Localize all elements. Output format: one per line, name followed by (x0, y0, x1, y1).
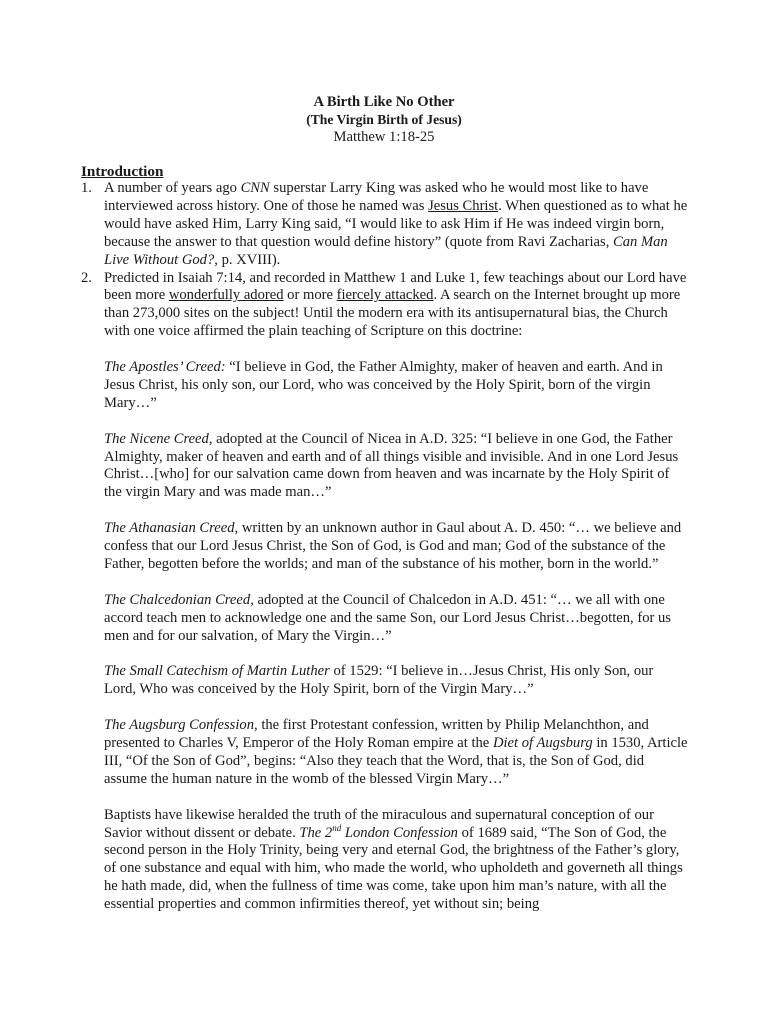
text-run: . When questioned as to what he would have asked Him, Larry King said, “I would like to ask Him if He was indeed virgin born, because the answer to that question would define history” (quote from Ravi Zacharias, (104, 197, 688, 250)
creed-name: The Athanasian Creed (104, 520, 235, 537)
list-item-1 (81, 180, 688, 270)
text-run: or more (283, 287, 337, 304)
introduction-list (81, 180, 688, 914)
augsburg-paragraph (104, 717, 688, 789)
text-run: in 1530, Article III, “Of the Son of God”, begins: “Also they teach that the Word, that is, the Son of God, did assume the human nature in the womb of the blessed Virgin Mary…” (104, 735, 688, 787)
creed-text: , adopted at the Council of Chalcedon in A.D. 451: “… we all with one accord teach men to acknowledge one and the same Son, our Lord Jesus Christ…begotten, for us men and for our salvation, of Mary the Virgin…” (104, 591, 671, 644)
confession-name (299, 822, 458, 841)
creed-name: The Apostles’ Creed: (104, 359, 226, 376)
creed-paragraph (104, 359, 688, 413)
section-heading-introduction: Introduction (81, 163, 164, 180)
text-run-italic: The 2 (299, 824, 333, 841)
text-run-underlined: Jesus Christ (428, 197, 499, 214)
creed-name: The Chalcedonian Creed (104, 591, 251, 608)
baptists-paragraph (104, 807, 688, 914)
scripture-reference: Matthew 1:18-25 (333, 129, 435, 145)
text-run-underlined: fiercely attacked (336, 287, 434, 304)
creed-name: The Augsburg Confession (104, 717, 255, 734)
sermon-title: A Birth Like No Other (313, 94, 455, 110)
text-run: A number of years ago (104, 180, 241, 196)
text-run: , the first Protestant confession, written by Philip Melanchthon, and presented to Charles V, Emperor of the Holy Roman empire at the (104, 717, 649, 751)
text-run: Baptists have likewise heralded the truth of the miraculous and supernatural conception of our Savior without dissent or debate. (104, 806, 654, 841)
creed-text: of 1529: “I believe in…Jesus Christ, His only Son, our Lord, Who was conceived by the Holy Spirit, born of the Virgin Mary…” (104, 663, 654, 698)
text-run: . A search on the Internet brought up more than 273,000 sites on the subject! Until the modern era with its antisupernatural bias, the Church with one voice affirmed the plain teaching of Scripture on this doctrine: (104, 287, 681, 340)
text-run-italic: CNN (240, 180, 270, 196)
text-run: superstar Larry King was asked who he would most like to have interviewed across history. One of those he named was (104, 180, 649, 214)
creed-paragraph (104, 520, 688, 574)
list-item-2 (81, 270, 688, 915)
creed-paragraph (104, 592, 688, 646)
creed-name: The Nicene Creed (104, 430, 209, 447)
sermon-subtitle: (The Virgin Birth of Jesus) (306, 112, 462, 127)
text-run-underlined: wonderfully adored (168, 287, 284, 304)
creed-paragraph (104, 431, 688, 503)
ordinal-superscript: nd (332, 822, 342, 833)
title-block (0, 93, 768, 146)
list-number: 2. (81, 269, 92, 286)
creed-text: “I believe in God, the Father Almighty, maker of heaven and earth. And in Jesus Christ, his only son, our Lord, who was conceived by the Holy Spirit, born of the virgin Mary…” (104, 359, 663, 411)
text-run: of 1689 said, “The Son of God, the second person in the Holy Trinity, being very and eternal God, the brightness of the Father’s glory, of one substance and equal with him, who made the world, who upholdeth and governeth all things he hath made, did, when the fullness of time was come, take upon him man’s nature, with all the essential properties and common infirmities thereof, yet without sin; being (104, 824, 683, 913)
text-run: , p. XVIII). (214, 251, 281, 268)
creed-name: The Small Catechism of Martin Luther (104, 663, 330, 680)
creed-paragraph (104, 663, 688, 699)
creed-text: , adopted at the Council of Nicea in A.D. 325: “I believe in one God, the Father Almighty, maker of heaven and earth and of all things visible and invisible. And in one Lord Jesus Christ…[who] for our salvation came down from heaven and was incarnate by the Holy Spirit of the virgin Mary and was made man…” (104, 430, 679, 501)
text-run-italic: London Confession (341, 824, 458, 841)
list-number: 1. (81, 180, 92, 196)
creed-text: , written by an unknown author in Gaul about A. D. 450: “… we believe and confess that our Lord Jesus Christ, the Son of God, is God and man; God of the substance of the Father, begotten before the worlds; and man of the substance of his mother, born in the world.” (104, 520, 682, 572)
text-run: Predicted in Isaiah 7:14, and recorded in Matthew 1 and Luke 1, few teachings about our Lord have been more (104, 269, 687, 304)
text-run-italic: Can Man Live Without God? (104, 233, 668, 268)
text-run-italic: Diet of Augsburg (492, 735, 593, 751)
